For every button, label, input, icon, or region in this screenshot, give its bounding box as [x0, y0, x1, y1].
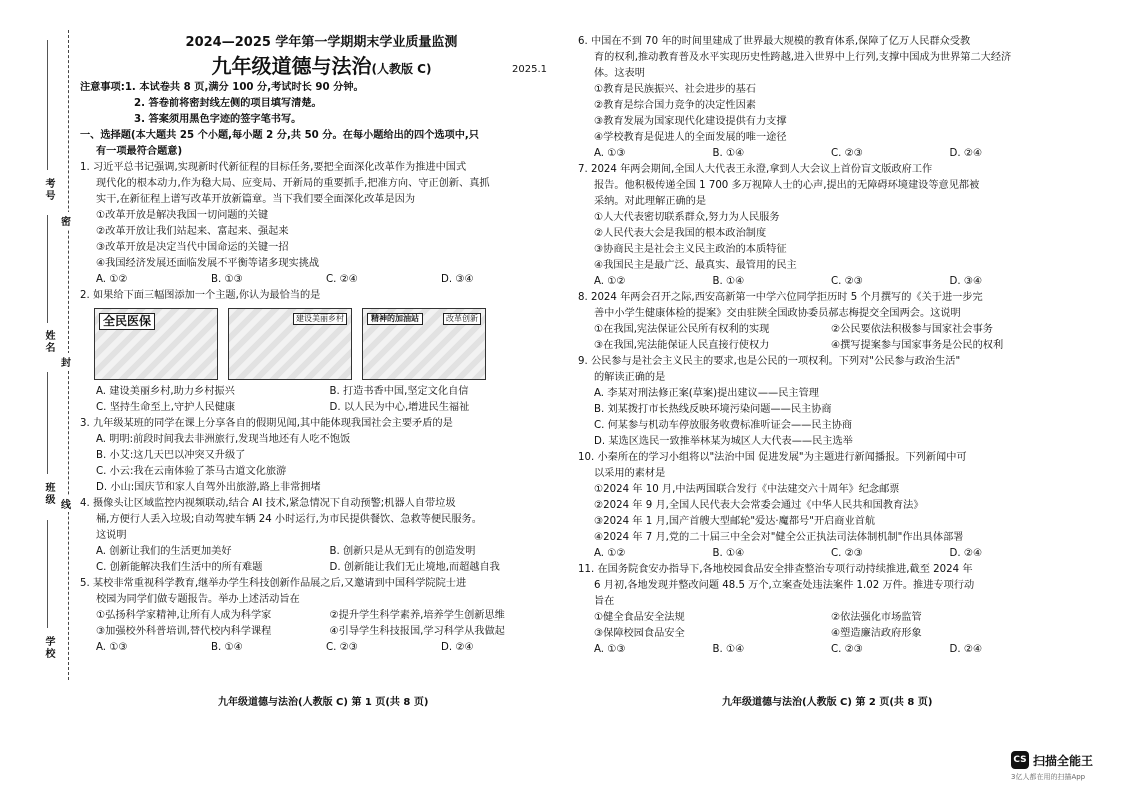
question-stem-line: 的解读正确的是	[594, 372, 666, 383]
statement-item: ④撰写提案参与国家事务是公民的权利	[831, 340, 1004, 351]
option-c: C. 坚持生命至上,守护人民健康	[96, 402, 236, 413]
question-stem-line: 1. 习近平总书记强调,实现新时代新征程的目标任务,要把全面深化改革作为推进中国式	[80, 162, 467, 173]
answer-options	[578, 146, 1068, 162]
subject-name: 九年级道德与法治	[211, 54, 372, 78]
answer-options	[578, 274, 1068, 290]
question-2	[80, 288, 563, 416]
option-d: D. 小山:国庆节和家人自驾外出旅游,路上非常拥堵	[96, 482, 321, 493]
option-b: B. 小艾:这几天巴以冲突又升级了	[96, 450, 246, 461]
question-stem-line: 7. 2024 年两会期间,全国人大代表王永澄,拿到人大会议上首份盲文版政府工作	[578, 164, 933, 175]
answer-options	[578, 546, 1068, 562]
statement-item: ②提升学生科学素养,培养学生创新思维	[329, 610, 505, 621]
cartoon-caption: 精神的加油站	[367, 313, 423, 325]
question-4	[80, 496, 563, 576]
statement-item: ④塑造廉洁政府形象	[831, 628, 922, 639]
exam-title: 2024—2025 学年第一学期期末学业质量监测	[185, 35, 458, 50]
page-2-column	[578, 34, 1068, 658]
option-a: A. ①③	[594, 644, 626, 655]
statement-item: ①健全食品安全法规	[594, 612, 685, 623]
question-8	[578, 290, 1068, 354]
question-stem-line: 5. 某校非常重视科学教育,继举办学生科技创新作品展之后,又邀请到中国科学院院士进	[80, 578, 467, 589]
statement-row	[578, 626, 1068, 642]
option-a: A. ①②	[594, 548, 626, 559]
name-fill-line	[47, 215, 48, 323]
statement-item: ①在我国,宪法保证公民所有权利的实现	[594, 324, 770, 335]
option-d: D. ②④	[441, 642, 474, 653]
statement-row	[578, 610, 1068, 626]
option-c: C. 创新能解决我们生活中的所有难题	[96, 562, 263, 573]
option-c: C. ②③	[831, 276, 863, 287]
option-d: D. 以人民为中心,增进民生福祉	[329, 402, 470, 413]
page-2-footer: 九年级道德与法治(人教版 C) 第 2 页(共 8 页)	[722, 697, 933, 708]
option-b: B. ①④	[712, 548, 745, 559]
subject-title-row	[80, 52, 563, 80]
exam-no-label: 考号	[43, 178, 54, 202]
statement-item: ②改革开放让我们站起来、富起来、强起来	[96, 226, 289, 237]
option-d: D. ③④	[441, 274, 474, 285]
question-stem-line: 报告。他积极传递全国 1 700 多万视障人士的心声,提出的无障碍环境建设等意见都被	[594, 180, 980, 191]
option-a: A. ①③	[96, 642, 128, 653]
question-stem-line: 8. 2024 年两会召开之际,西安高新第一中学六位同学拒历时 5 个月撰写的《关于进一步完	[578, 292, 983, 303]
question-9	[578, 354, 1068, 450]
cartoon-beautiful-village	[228, 308, 352, 380]
watermark-slogan: 3亿人都在用的扫描App	[1011, 773, 1086, 781]
answer-options	[80, 272, 563, 288]
seal-char-mi: 密	[61, 212, 71, 229]
statement-item: ①弘扬科学家精神,让所有人成为科学家	[96, 610, 272, 621]
cartoon-images	[94, 308, 563, 380]
statement-item: ④我国民主是最广泛、最真实、最管用的民主	[594, 260, 797, 271]
statement-item: ②教育是综合国力竞争的决定性因素	[594, 100, 756, 111]
answer-options	[80, 640, 563, 656]
question-stem-line: 6 月初,各地发现并整改问题 48.5 万个,立案查处违法案件 1.02 万件。推进专项行动	[594, 580, 975, 591]
statement-row	[80, 608, 563, 624]
question-stem-line: 11. 在国务院食安办指导下,各地校园食品安全排查整治专项行动持续推进,截至 2024 年	[578, 564, 973, 575]
school-fill-line	[47, 520, 48, 628]
question-stem-line: 旨在	[594, 596, 615, 607]
section-heading-line: 有一项最符合题意)	[96, 146, 183, 157]
question-stem-line: 9. 公民参与是社会主义民主的要求,也是公民的一项权利。下列对"公民参与政治生活"	[578, 356, 961, 367]
question-11	[578, 562, 1068, 658]
option-d: D. 创新能让我们无止境地,而超越自我	[329, 562, 500, 573]
statement-item: ③在我国,宪法能保证人民直接行使权力	[594, 340, 770, 351]
option-a: A. ①③	[594, 148, 626, 159]
question-3	[80, 416, 563, 496]
question-stem-line: 现代化的根本动力,作为稳大局、应变局、开新局的重要抓手,把准方向、守正创新、真抓	[96, 178, 490, 189]
option-c: C. ②③	[831, 148, 863, 159]
statement-row	[80, 624, 563, 640]
question-5	[80, 576, 563, 656]
note-item: 2. 答卷前将密封线左侧的项目填写清楚。	[134, 98, 322, 109]
option-a: A. 明明:前段时间我去非洲旅行,发现当地还有人吃不饱饭	[96, 434, 351, 445]
question-stem-line: 这说明	[96, 530, 127, 541]
statement-row	[578, 338, 1068, 354]
statement-item: ①人大代表密切联系群众,努力为人民服务	[594, 212, 780, 223]
statement-item: ③改革开放是决定当代中国命运的关键一招	[96, 242, 289, 253]
question-1	[80, 160, 563, 288]
option-d: D. ②④	[949, 644, 983, 655]
binding-strip	[0, 0, 72, 793]
name-label: 姓名	[43, 330, 54, 354]
option-d: D. ③④	[949, 276, 983, 287]
school-label: 学校	[43, 636, 54, 660]
question-7	[578, 162, 1068, 290]
statement-item: ①2024 年 10 月,中法两国联合发行《中法建交六十周年》纪念邮票	[594, 484, 900, 495]
option-c: C. 何某参与机动车停放服务收费标准听证会——民主协商	[594, 420, 853, 431]
option-b: B. ①④	[211, 642, 243, 653]
question-stem-line: 采纳。对此理解正确的是	[594, 196, 707, 207]
statement-item: ②人民代表大会是我国的根本政治制度	[594, 228, 767, 239]
statement-item: ④学校教育是促进人的全面发展的唯一途径	[594, 132, 787, 143]
option-c: C. 小云:我在云南体验了茶马古道文化旅游	[96, 466, 287, 477]
question-stem-line: 2. 如果给下面三幅图添加一个主题,你认为最恰当的是	[80, 290, 321, 301]
class-label: 班级	[43, 482, 54, 506]
exam-date: 2025.1	[512, 64, 547, 75]
option-b: B. 创新只是从无到有的创造发明	[329, 546, 476, 557]
subject-title	[80, 52, 563, 83]
cartoon-caption: 全民医保	[99, 313, 155, 330]
option-c: C. ②③	[831, 644, 863, 655]
option-c: C. ②③	[831, 548, 863, 559]
question-stem-line: 桶,方便行人丢入垃圾;自动驾驶车辆 24 小时运行,为市民提供餐饮、急救等便民服务。	[96, 514, 482, 525]
statement-item: ①改革开放是解决我国一切问题的关键	[96, 210, 269, 221]
statement-item: ③教育发展为国家现代化建设提供有力支撑	[594, 116, 787, 127]
statement-item: ②依法强化市场监管	[831, 612, 922, 623]
question-10	[578, 450, 1068, 562]
option-a: A. 李某对刑法修正案(草案)提出建议——民主管理	[594, 388, 819, 399]
statement-item: ④2024 年 7 月,党的二十届三中全会对"健全公正执法司法体制机制"作出具体部署	[594, 532, 964, 543]
note-item: 3. 答案须用黑色字迹的签字笔书写。	[134, 114, 302, 125]
statement-item: ③保障校园食品安全	[594, 628, 685, 639]
section-1-heading	[80, 128, 563, 160]
section-heading-line: 一、选择题(本大题共 25 个小题,每小题 2 分,共 50 分。在每小题给出的四个选项中,只	[80, 130, 479, 141]
statement-item: ②2024 年 9 月,全国人民代表大会常委会通过《中华人民共和国教育法》	[594, 500, 924, 511]
statement-item: ③协商民主是社会主义民主政治的本质特征	[594, 244, 787, 255]
question-stem-line: 体。这表明	[594, 68, 645, 79]
option-d: D. 某选区选民一致推举林某为城区人大代表——民主选举	[594, 436, 853, 447]
seal-char-feng: 封	[61, 353, 71, 370]
option-b: B. ①③	[211, 274, 243, 285]
answer-options-row	[80, 400, 563, 416]
option-d: D. ②④	[949, 148, 983, 159]
question-stem-line: 4. 摄像头让区域监控内视频联动,结合 AI 技术,紧急情况下自动预警;机器人自带垃圾	[80, 498, 456, 509]
option-a: A. ①②	[594, 276, 626, 287]
question-stem-line: 育的权利,推动教育普及水平实现历史性跨越,进入世界中上行列,支撑中国成为世界第二大经济	[594, 52, 1012, 63]
question-6	[578, 34, 1068, 162]
statement-item: ③2024 年 1 月,国产首艘大型邮轮"爱达·魔都号"开启商业首航	[594, 516, 876, 527]
statement-row	[578, 322, 1068, 338]
notes-block	[80, 80, 563, 128]
statement-item: ①教育是民族振兴、社会进步的基石	[594, 84, 756, 95]
option-a: A. ①②	[96, 274, 128, 285]
statement-item: ④引导学生科技报国,学习科学从我做起	[329, 626, 505, 637]
option-b: B. ①④	[712, 148, 745, 159]
answer-options-row	[80, 560, 563, 576]
page-1-footer: 九年级道德与法治(人教版 C) 第 1 页(共 8 页)	[218, 697, 429, 708]
answer-options-row	[80, 544, 563, 560]
exam-no-fill-line	[47, 40, 48, 170]
option-a: A. 建设美丽乡村,助力乡村振兴	[96, 386, 235, 397]
option-b: B. ①④	[712, 276, 745, 287]
answer-options-row	[80, 384, 563, 400]
option-c: C. ②③	[326, 642, 358, 653]
question-stem-line: 10. 小秦所在的学习小组将以"法治中国 促进发展"为主题进行新闻播报。下列新闻中可	[578, 452, 967, 463]
option-b: B. ①④	[712, 644, 745, 655]
edition-label: (人教版 C)	[371, 62, 432, 76]
option-d: D. ②④	[949, 548, 983, 559]
cartoon-spirit-station	[362, 308, 486, 380]
option-c: C. ②④	[326, 274, 358, 285]
statement-item: ②公民要依法积极参与国家社会事务	[831, 324, 993, 335]
seal-char-xian: 线	[61, 495, 71, 512]
option-b: B. 刘某拨打市长热线反映环境污染问题——民主协商	[594, 404, 832, 415]
answer-options	[578, 642, 1068, 658]
watermark-app-name: 扫描全能王	[1033, 754, 1094, 768]
cartoon-caption: 改革创新	[443, 313, 481, 325]
notes-label: 注意事项:	[80, 82, 125, 93]
cartoon-caption: 建设美丽乡村	[293, 313, 347, 325]
question-stem-line: 以采用的素材是	[594, 468, 666, 479]
option-a: A. 创新让我们的生活更加美好	[96, 546, 232, 557]
question-stem-line: 善中小学生健康体检的提案》交由驻陕全国政协委员郝志梅提交全国两会。这说明	[594, 308, 961, 319]
statement-item: ③加强校外科普培训,替代校内科学课程	[96, 626, 272, 637]
question-stem-line: 6. 中国在不到 70 年的时间里建成了世界最大规模的教育体系,保障了亿万人民群众受教	[578, 36, 971, 47]
option-b: B. 打造书香中国,坚定文化自信	[329, 386, 469, 397]
question-stem-line: 实干,在新征程上谱写改革开放新篇章。当下我们要全面深化改革是因为	[96, 194, 416, 205]
question-stem-line: 校园为同学们做专题报告。举办上述活动旨在	[96, 594, 300, 605]
statement-item: ④我国经济发展还面临发展不平衡等诸多现实挑战	[96, 258, 320, 269]
question-stem-line: 3. 九年级某班的同学在课上分享各自的假期见闻,其中能体现我国社会主要矛盾的是	[80, 418, 453, 429]
cartoon-health-insurance	[94, 308, 218, 380]
note-item: 1. 本试卷共 8 页,满分 100 分,考试时长 90 分钟。	[124, 82, 364, 93]
class-fill-line	[47, 372, 48, 474]
page-1-column	[80, 34, 563, 656]
camscanner-logo-icon: CS	[1011, 751, 1029, 769]
